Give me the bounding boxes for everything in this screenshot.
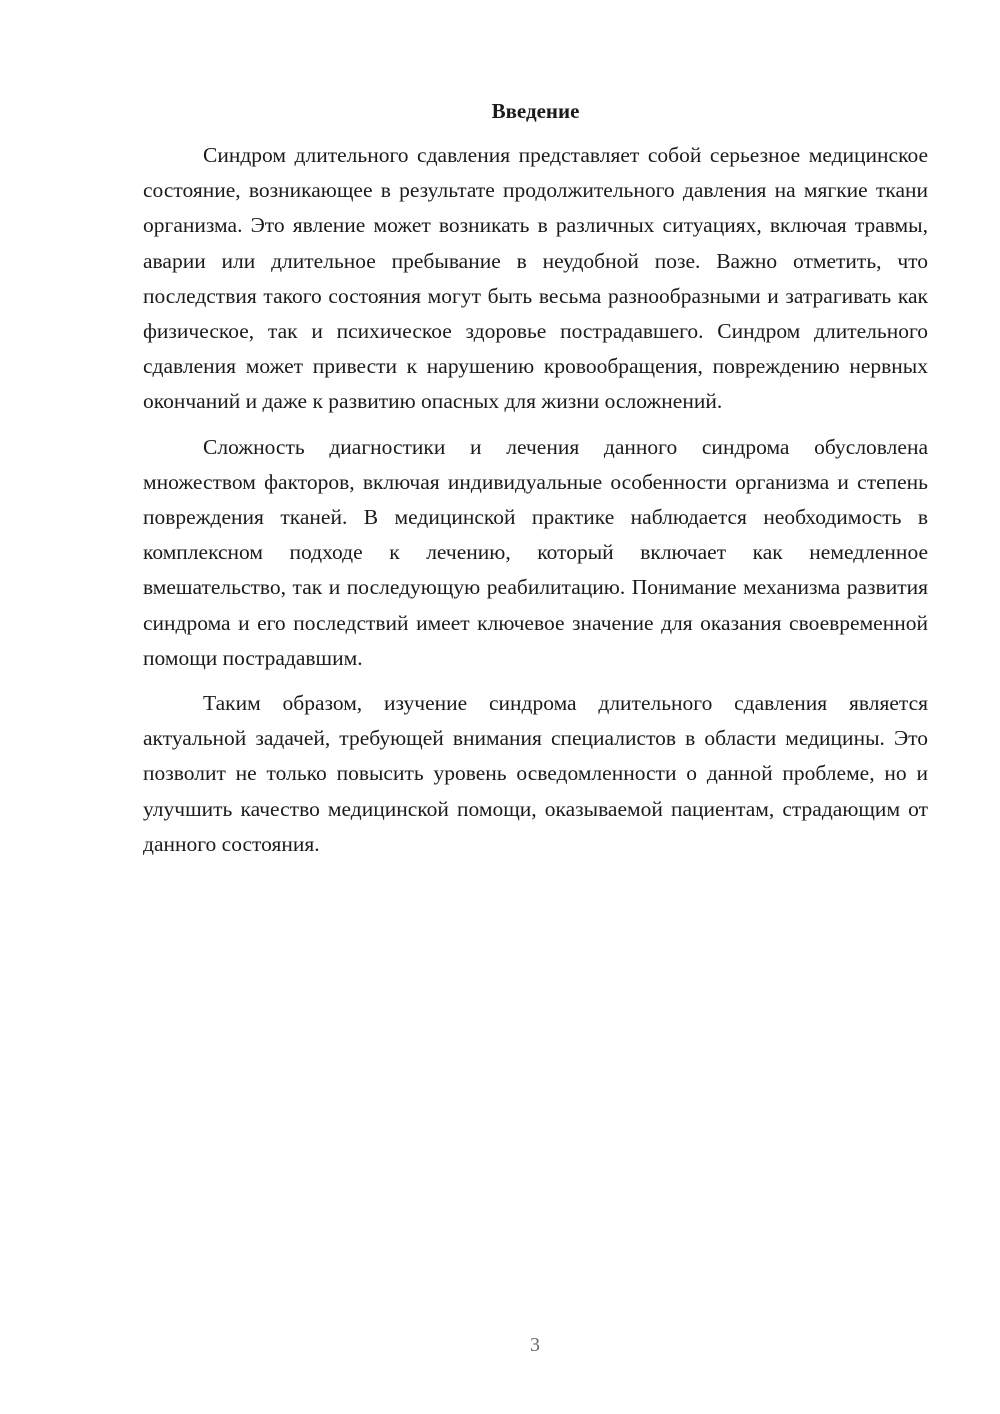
paragraph-1: Синдром длительного сдавления представляет собой серьезное медицинское состояние, возникающее в результате продолжительного давления на мягкие ткани организма. Это явление может возникать в различных ситуациях, включая травмы, аварии или длительное пребывание в неудобной позе. Важно отметить, что последствия такого состояния могут быть весьма разнообразными и затрагивать как физическое, так и психическое здоровье пострадавшего. Синдром длительного сдавления может привести к нарушению кровообращения, повреждению нервных окончаний и даже к развитию опасных для жизни осложнений. [143,143,928,414]
paragraph-2: Сложность диагностики и лечения данного синдрома обусловлена множеством факторов, включая индивидуальные особенности организма и степень повреждения тканей. В медицинской практике наблюдается необходимость в комплексном подходе к лечению, который включает как немедленное вмешательство, так и последующую реабилитацию. Понимание механизма развития синдрома и его последствий имеет ключевое значение для оказания своевременной помощи пострадавшим. [143,434,928,670]
paragraph-3: Таким образом, изучение синдрома длительного сдавления является актуальной задачей, требующей внимания специалистов в области медицины. Это позволит не только повысить уровень осведомленности о данной проблеме, но и улучшить качество медицинской помощи, оказываемой пациентам, страдающим от данного состояния. [143,691,928,856]
section-heading: Введение [491,99,580,123]
document-body [143,96,928,872]
page-number: 3 [530,1334,540,1356]
